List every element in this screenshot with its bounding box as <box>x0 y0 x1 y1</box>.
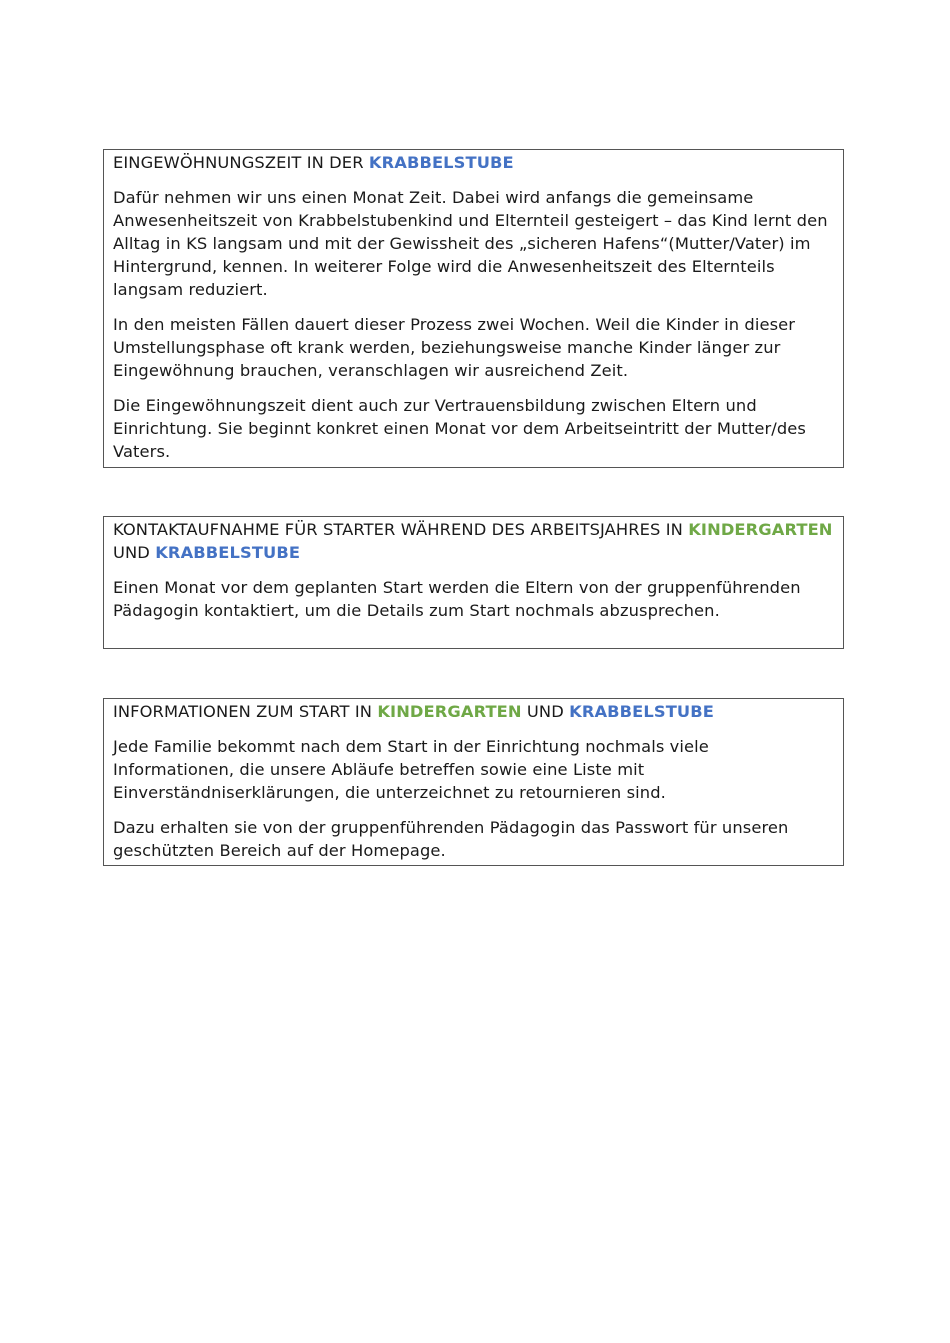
paragraph: Dafür nehmen wir uns einen Monat Zeit. Dabei wird anfangs die gemeinsame Anwesenheitszeit von Krabbelstubenkind und Elternteil gesteigert – das Kind lernt den Alltag in KS langsam und mit der Gewissheit des „sicheren Hafens“(Mutter/Vater) im Hintergrund, kennen. In weiterer Folge wird die Anwesenheitszeit des Elternteils langsam reduziert. <box>113 188 828 299</box>
krabbelstube-label: KRABBELSTUBE <box>155 543 301 562</box>
section-heading <box>113 699 834 723</box>
paragraph: Einen Monat vor dem geplanten Start werden die Eltern von der gruppenführenden Pädagogin kontaktiert, um die Details zum Start nochmals abzusprechen. <box>113 578 801 620</box>
krabbelstube-label: KRABBELSTUBE <box>368 153 514 172</box>
section-eingewoehnungszeit <box>103 149 844 468</box>
kindergarten-label: KINDERGARTEN <box>377 702 522 721</box>
paragraph: Dazu erhalten sie von der gruppenführenden Pädagogin das Passwort für unseren geschützten Bereich auf der Homepage. <box>113 818 789 860</box>
paragraph: Jede Familie bekommt nach dem Start in der Einrichtung nochmals viele Informationen, die unsere Abläufe betreffen sowie eine Liste mit Einverständniserklärungen, die unterzeichnet zu retournieren sind. <box>113 737 709 802</box>
paragraph: In den meisten Fällen dauert dieser Prozess zwei Wochen. Weil die Kinder in dieser Umstellungsphase oft krank werden, beziehungsweise manche Kinder länger zur Eingewöhnung brauchen, veranschlagen wir ausreichend Zeit. <box>113 315 796 380</box>
section-heading <box>113 517 834 564</box>
heading-text: EINGEWÖHNUNGSZEIT IN DER <box>113 153 369 172</box>
heading-text: INFORMATIONEN ZUM START IN <box>113 702 378 721</box>
heading-text: KONTAKTAUFNAHME FÜR STARTER WÄHREND DES ARBEITSJAHRES IN <box>113 520 689 539</box>
kindergarten-label: KINDERGARTEN <box>688 520 833 539</box>
section-informationen <box>103 698 844 866</box>
paragraph: Die Eingewöhnungszeit dient auch zur Vertrauensbildung zwischen Eltern und Einrichtung. Sie beginnt konkret einen Monat vor dem Arbeitseintritt der Mutter/des Vaters. <box>113 396 806 461</box>
heading-conjunction: UND <box>113 543 156 562</box>
section-kontaktaufnahme <box>103 516 844 649</box>
heading-conjunction: UND <box>521 702 570 721</box>
section-heading <box>113 150 834 174</box>
krabbelstube-label: KRABBELSTUBE <box>569 702 714 721</box>
